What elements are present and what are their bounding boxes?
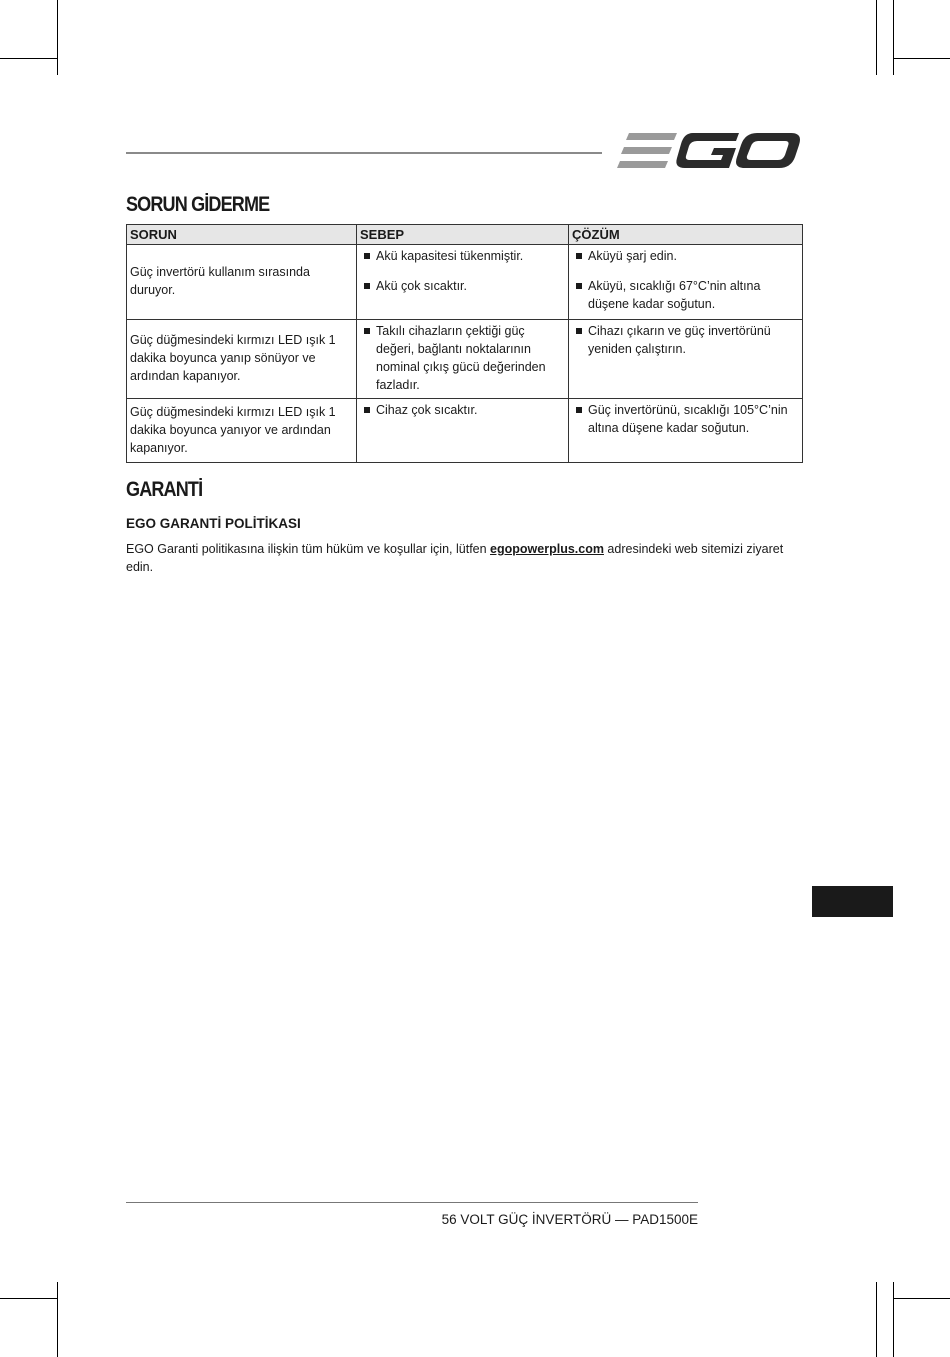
crop-mark [0, 1298, 58, 1299]
page-number: 56 [441, 1212, 457, 1227]
troubleshooting-table [126, 224, 803, 463]
troubleshooting-heading: SORUN GİDERME [126, 193, 270, 216]
header-rule [126, 152, 602, 154]
solution-item: Güç invertörünü, sıcaklığı 105°C’nin altına düşene kadar soğutun. [572, 401, 799, 437]
problem-cell: Güç düğmesindeki kırmızı LED ışık 1 dakika boyunca yanıp sönüyor ve ardından kapanıyor. [127, 320, 357, 399]
footer-title: VOLT GÜÇ İNVERTÖRÜ — PAD1500E [460, 1212, 698, 1227]
crop-mark [57, 0, 58, 75]
warranty-paragraph [126, 540, 796, 576]
column-header: ÇÖZÜM [569, 225, 803, 245]
solution-item: Aküyü şarj edin. [572, 247, 799, 265]
warranty-policy-subheading: EGO GARANTİ POLİTİKASI [126, 516, 301, 531]
column-header: SEBEP [357, 225, 569, 245]
warranty-text-after: adresindeki web sitemizi ziyaret edin. [126, 542, 784, 574]
cause-item: Akü çok sıcaktır. [360, 277, 565, 295]
cause-item: Cihaz çok sıcaktır. [360, 401, 565, 419]
crop-mark [893, 1282, 894, 1357]
footer-rule [126, 1202, 698, 1203]
solution-cell [569, 399, 803, 463]
cause-cell [357, 320, 569, 399]
solution-cell [569, 320, 803, 399]
warranty-text-before: EGO Garanti politikasına ilişkin tüm hüküm ve koşullar için, lütfen [126, 542, 491, 556]
column-header: SORUN [127, 225, 357, 245]
table-row [127, 320, 803, 399]
table-row [127, 245, 803, 320]
cause-cell [357, 245, 569, 320]
crop-mark [893, 58, 950, 59]
problem-cell: Güç invertörü kullanım sırasında duruyor. [127, 245, 357, 320]
table-row [127, 399, 803, 463]
crop-mark [893, 0, 894, 75]
website-link[interactable]: egopowerplus.com [490, 542, 604, 556]
crop-mark [876, 0, 877, 75]
solution-cell [569, 245, 803, 320]
cause-item: Takılı cihazların çektiği güç değeri, bağlantı noktalarının nominal çıkış gücü değerinden fazladır. [360, 322, 565, 394]
crop-mark [893, 1298, 950, 1299]
ego-logo [617, 130, 801, 172]
crop-mark [876, 1282, 877, 1357]
table-header-row [127, 225, 803, 245]
solution-item: Aküyü, sıcaklığı 67°C’nin altına düşene kadar soğutun. [572, 277, 799, 313]
problem-cell: Güç düğmesindeki kırmızı LED ışık 1 dakika boyunca yanıyor ve ardından kapanıyor. [127, 399, 357, 463]
crop-mark [57, 1282, 58, 1357]
footer-text [442, 1212, 698, 1227]
cause-cell [357, 399, 569, 463]
crop-mark [0, 58, 58, 59]
side-tab-marker [812, 886, 893, 917]
solution-item: Cihazı çıkarın ve güç invertörünü yeniden çalıştırın. [572, 322, 799, 358]
cause-item: Akü kapasitesi tükenmiştir. [360, 247, 565, 265]
warranty-heading: GARANTİ [126, 478, 203, 501]
